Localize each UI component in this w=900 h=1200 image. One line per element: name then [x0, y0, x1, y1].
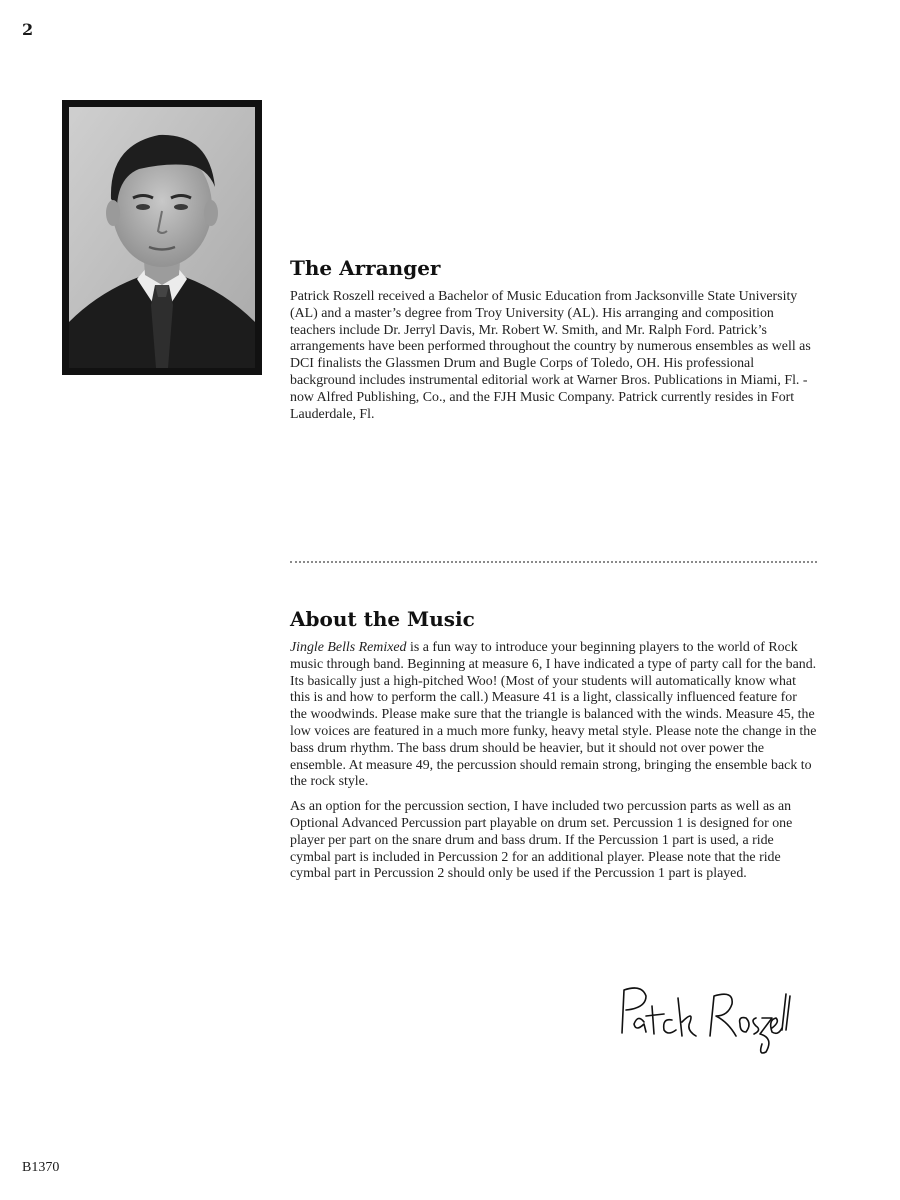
- arranger-heading: The Arranger: [290, 256, 441, 280]
- about-music-paragraph-2: As an option for the percussion section, I have included two percussion parts as well as an Optional Advanced Percussion part playable on drum set. Percussion 1 is designed for one player per part on the snare drum and bass drum. If the Percussion 1 part is used, a ride cymbal part is included in Percussion 2 for an additional player. Please note that the ride cymbal part in Percussion 2 should only be used if the Percussion 1 part is played.: [290, 799, 793, 882]
- piece-title: Jingle Bells Remixed: [290, 640, 407, 655]
- arranger-bio-paragraph: Patrick Roszell received a Bachelor of Music Education from Jacksonville State University (AL) and a master’s degree from Troy University (AL). His arranging and composition teachers include Dr. Jerryl Davis, Mr. Robert W. Smith, and Mr. Ralph Ford. Patrick’s arrangements have been performed throughout the country by numerous ensembles as well as DCI finalists the Glassmen Drum and Bugle Corps of Toledo, OH. His professional background includes instrumental editorial work at Warner Bros. Publications in Miami, Fl. - now Alfred Publishing, Co., and the FJH Music Company. Patrick currently resides in Fort Lauderdale, Fl.: [290, 289, 811, 422]
- about-music-text: [290, 640, 817, 891]
- about-music-paragraph-1: [290, 640, 817, 791]
- section-divider: [290, 561, 817, 563]
- about-music-paragraph-1-text: is a fun way to introduce your beginning players to the world of Rock music through band. Beginning at measure 6, I have indicated a type of party call for the band. Its basically just a high-pitched Woo! (Most of your students will automatically know what this is and how to perform the call.) Measure 41 is a light, classically influenced feature for the woodwinds. Please make sure that the triangle is balanced with the winds. Measure 45, the low voices are featured in a much more funky, heavy metal style. Please note the change in the bass drum rhythm. The bass drum should be heavier, but it should not over power the ensemble. At measure 49, the percussion should remain strong, bringing the ensemble back to the rock style.: [290, 640, 817, 790]
- arranger-signature: [612, 978, 792, 1058]
- catalog-code: B1370: [22, 1160, 60, 1175]
- arranger-portrait: [62, 100, 262, 375]
- portrait-photo: [69, 107, 255, 368]
- signature-image: [612, 978, 792, 1058]
- page-number: 2: [22, 20, 34, 39]
- about-music-heading: About the Music: [290, 607, 475, 631]
- arranger-bio: [290, 289, 817, 431]
